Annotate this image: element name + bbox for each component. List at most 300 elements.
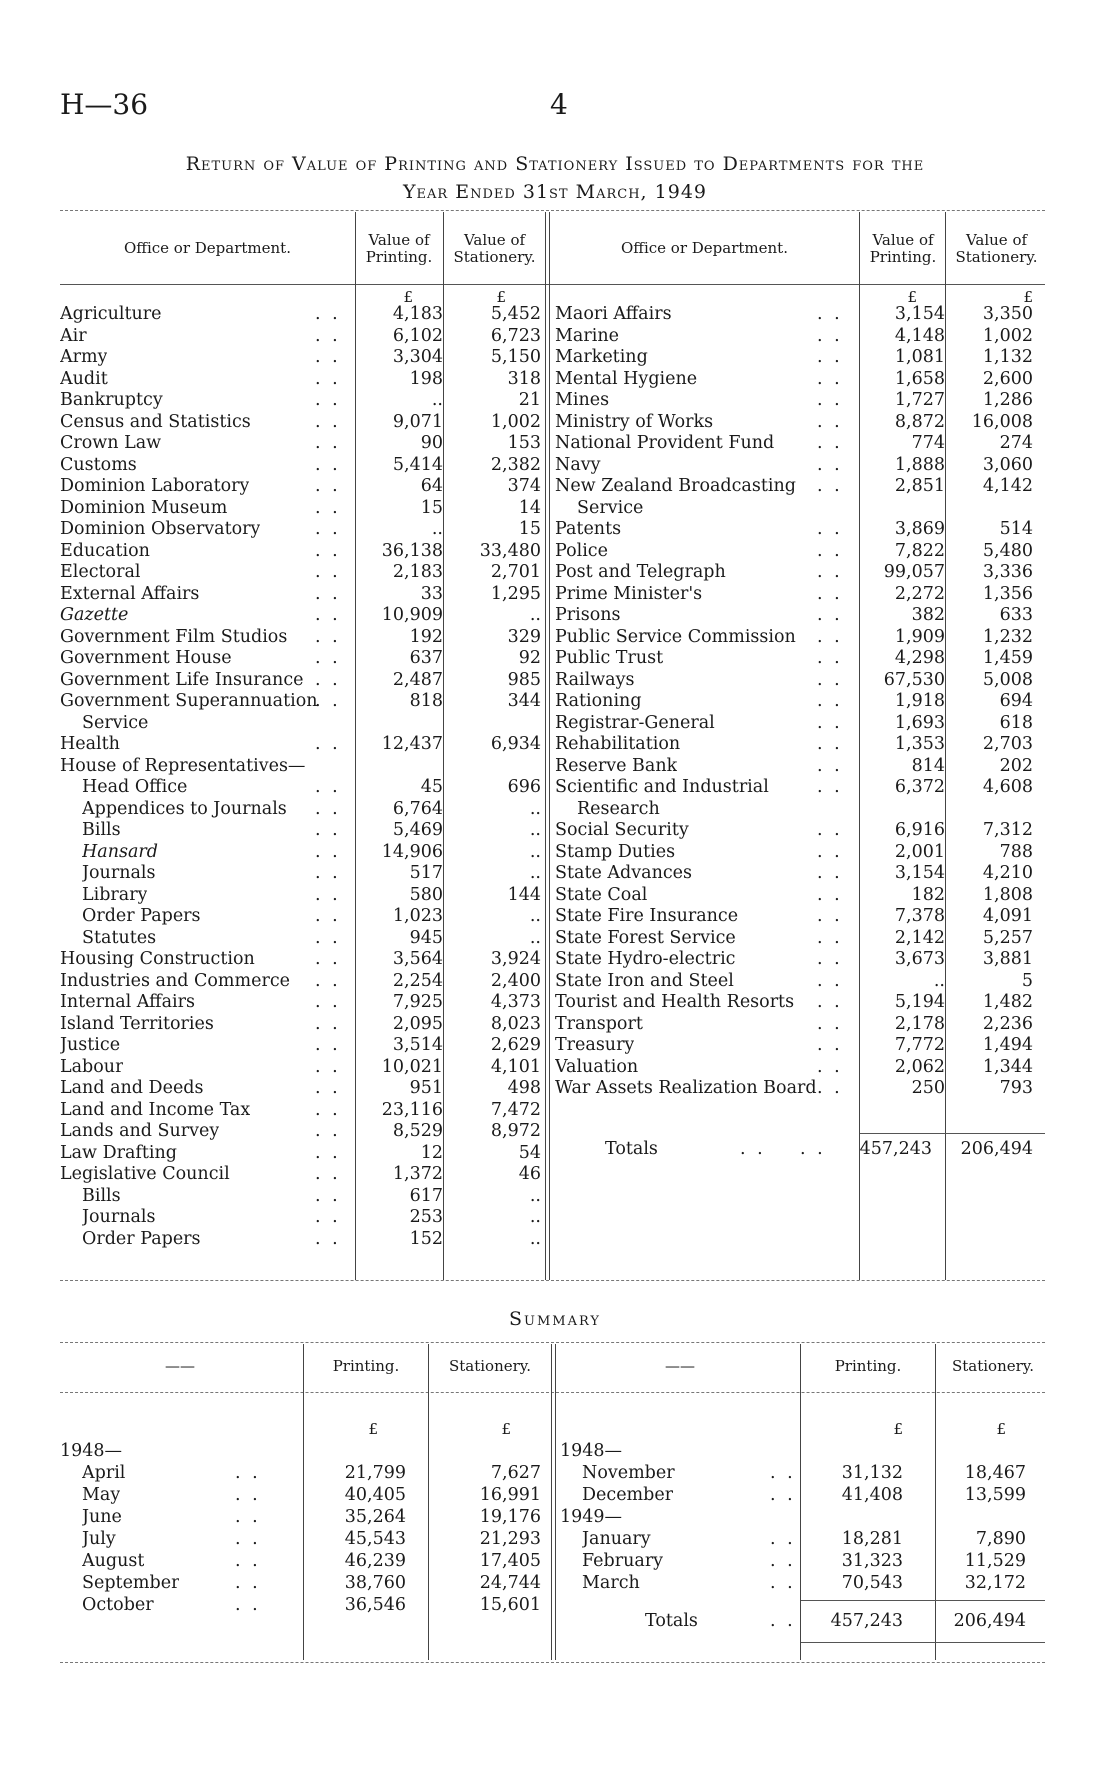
department-row-printing: 3,869 bbox=[894, 519, 945, 539]
department-row-printing: 6,102 bbox=[392, 325, 443, 346]
summary-row-printing: 31,132 bbox=[841, 1463, 903, 1483]
department-row-printing: 10,909 bbox=[381, 605, 443, 625]
department-row-printing: 1,353 bbox=[894, 734, 945, 754]
summary-col-printing-right: Printing. bbox=[834, 1357, 902, 1375]
department-row-stationery: 618 bbox=[999, 712, 1033, 733]
summary-row-name: January bbox=[582, 1529, 651, 1549]
leader-dots: . . bbox=[315, 1056, 341, 1077]
department-row bbox=[60, 647, 545, 669]
summary-totals-stationery: 206,494 bbox=[953, 1611, 1026, 1631]
department-row-printing: 7,822 bbox=[894, 540, 945, 561]
department-row-stationery: 2,236 bbox=[982, 1013, 1033, 1034]
leader-dots: . . bbox=[817, 1013, 843, 1034]
leader-dots: . . bbox=[235, 1573, 261, 1593]
department-row bbox=[555, 411, 1045, 433]
department-row-stationery: 2,382 bbox=[490, 454, 541, 475]
department-row bbox=[555, 346, 1045, 368]
leader-dots: . . bbox=[235, 1529, 261, 1549]
department-row-name: Journals bbox=[82, 1207, 156, 1227]
leader-dots: . . bbox=[315, 841, 341, 862]
department-row-name: Electoral bbox=[60, 562, 141, 582]
summary-row-name: May bbox=[82, 1485, 121, 1505]
department-row-printing: 1,727 bbox=[894, 390, 945, 410]
department-row-stationery: 5,008 bbox=[982, 669, 1033, 690]
leader-dots: . . bbox=[817, 304, 843, 324]
summary-row-printing: 35,264 bbox=[344, 1507, 406, 1527]
department-row-name: Treasury bbox=[555, 1035, 635, 1055]
totals-stationery: 206,494 bbox=[960, 1139, 1033, 1159]
department-row-printing: 1,023 bbox=[392, 906, 443, 926]
department-row bbox=[555, 733, 1045, 755]
leader-dots: . . bbox=[817, 583, 843, 604]
summary-col-printing-left: Printing. bbox=[332, 1357, 400, 1375]
department-row-printing: 2,487 bbox=[392, 669, 443, 690]
leader-dots: . . bbox=[235, 1463, 261, 1483]
department-row bbox=[60, 1077, 545, 1099]
department-row-stationery: 4,608 bbox=[982, 777, 1033, 797]
totals-row bbox=[555, 1138, 1045, 1160]
divider-center-2 bbox=[549, 212, 550, 1280]
leader-dots: . . bbox=[315, 648, 341, 668]
department-row-name: Justice bbox=[60, 1035, 121, 1055]
department-row-name: Industries and Commerce bbox=[60, 970, 290, 991]
department-row bbox=[555, 540, 1045, 562]
department-row-name: Police bbox=[555, 540, 608, 561]
department-row-stationery: 144 bbox=[507, 884, 541, 905]
summary-row-name: 1949— bbox=[560, 1507, 623, 1527]
leader-dots: . . bbox=[235, 1485, 261, 1505]
summary-totals-rule bbox=[801, 1600, 1045, 1601]
department-row bbox=[555, 647, 1045, 669]
leader-dots: . . bbox=[817, 325, 843, 346]
department-row bbox=[60, 346, 545, 368]
leader-dots: . . bbox=[315, 390, 341, 410]
department-row-stationery: 1,494 bbox=[982, 1035, 1033, 1055]
summary-row bbox=[60, 1594, 550, 1616]
department-row-printing: 382 bbox=[911, 605, 945, 625]
leader-dots: . . bbox=[315, 820, 341, 840]
col-office-right: Office or Department. bbox=[621, 239, 788, 257]
department-row-stationery: 1,132 bbox=[982, 347, 1033, 367]
leader-dots: . . bbox=[315, 454, 341, 475]
department-row-name: Mines bbox=[555, 390, 610, 410]
department-row-name: Government House bbox=[60, 648, 232, 668]
department-row bbox=[60, 1120, 545, 1142]
department-row-name: Prisons bbox=[555, 605, 621, 625]
summary-row-printing: 36,546 bbox=[344, 1595, 406, 1615]
department-row-name: Island Territories bbox=[60, 1013, 214, 1034]
department-row-printing: 5,194 bbox=[894, 992, 945, 1012]
leader-dots: . . bbox=[235, 1595, 261, 1615]
department-row-name: Service bbox=[577, 497, 644, 518]
pound-sign: £ bbox=[496, 288, 506, 306]
summary-row-name: November bbox=[582, 1463, 675, 1483]
department-row bbox=[60, 1185, 545, 1207]
department-row-stationery: 1,002 bbox=[490, 411, 541, 432]
summary-row-stationery: 15,601 bbox=[479, 1595, 541, 1615]
department-row-stationery: 21 bbox=[518, 390, 541, 410]
department-row-name: Education bbox=[60, 540, 150, 561]
leader-dots: . . bbox=[817, 927, 843, 948]
summary-row bbox=[560, 1572, 1045, 1594]
department-row-stationery: 3,060 bbox=[982, 454, 1033, 475]
department-row-printing: 33 bbox=[420, 583, 443, 604]
leader-dots: . . bbox=[817, 605, 843, 625]
department-row-printing: 774 bbox=[911, 433, 945, 453]
leader-dots: . . bbox=[315, 927, 341, 948]
department-row-name: Public Trust bbox=[555, 648, 664, 668]
table-top-rule bbox=[60, 210, 1045, 211]
department-row-printing: 12,437 bbox=[381, 734, 443, 754]
department-row-name: Scientific and Industrial bbox=[555, 777, 769, 797]
department-row-printing: 253 bbox=[409, 1207, 443, 1227]
summary-row-stationery: 16,991 bbox=[479, 1485, 541, 1505]
department-row-stationery: .. bbox=[529, 605, 541, 625]
leader-dots: . . bbox=[817, 347, 843, 367]
department-row-stationery: 694 bbox=[999, 691, 1033, 711]
department-row bbox=[60, 905, 545, 927]
leader-dots: . . bbox=[817, 712, 843, 733]
leader-dots: . . bbox=[817, 1078, 843, 1098]
summary-row-printing: 41,408 bbox=[841, 1485, 903, 1505]
department-row-stationery: 2,629 bbox=[490, 1035, 541, 1055]
summary-row-stationery: 7,890 bbox=[975, 1529, 1026, 1549]
department-row-printing: 580 bbox=[409, 884, 443, 905]
department-row-name: Lands and Survey bbox=[60, 1121, 220, 1141]
department-row-name: State Coal bbox=[555, 884, 648, 905]
department-row-name: Dominion Observatory bbox=[60, 519, 261, 539]
summary-row-name: February bbox=[582, 1551, 664, 1571]
department-row-stationery: .. bbox=[529, 1228, 541, 1249]
leader-dots: . . bbox=[315, 1142, 341, 1163]
col-printing-left: Value of Printing. bbox=[365, 231, 433, 266]
summary-row-name: July bbox=[82, 1529, 116, 1549]
department-row bbox=[555, 454, 1045, 476]
leader-dots: . . bbox=[817, 884, 843, 905]
department-row bbox=[60, 411, 545, 433]
department-row-name: Agriculture bbox=[60, 304, 162, 324]
department-row-printing: 2,183 bbox=[392, 562, 443, 582]
department-row-name: Law Drafting bbox=[60, 1142, 178, 1163]
department-row-name: Library bbox=[82, 884, 148, 905]
department-row-name: Gazette bbox=[60, 605, 129, 625]
department-row-name: Rehabilitation bbox=[555, 734, 681, 754]
department-row bbox=[555, 819, 1045, 841]
department-row-printing: 2,254 bbox=[392, 970, 443, 991]
department-row bbox=[555, 798, 1045, 820]
summary-totals-rule bbox=[801, 1642, 1045, 1643]
department-row bbox=[555, 475, 1045, 497]
department-row bbox=[60, 776, 545, 798]
department-row-printing: 7,378 bbox=[894, 906, 945, 926]
department-row-stationery: 6,723 bbox=[490, 325, 541, 346]
department-row-name: Bankruptcy bbox=[60, 390, 163, 410]
department-row-printing: 192 bbox=[409, 626, 443, 647]
leader-dots: . . bbox=[770, 1529, 796, 1549]
department-row bbox=[60, 798, 545, 820]
col-stationery-right: Value of Stationery. bbox=[955, 231, 1038, 266]
department-row-name: Air bbox=[60, 325, 87, 346]
department-row-stationery: 793 bbox=[999, 1078, 1033, 1098]
summary-totals-row bbox=[560, 1610, 1045, 1632]
leader-dots: . . bbox=[315, 691, 341, 711]
department-row-printing: 2,095 bbox=[392, 1013, 443, 1034]
department-row-name: Transport bbox=[555, 1013, 643, 1034]
department-row-printing: 15 bbox=[420, 497, 443, 518]
summary-dash: —— bbox=[165, 1357, 195, 1375]
department-row bbox=[60, 432, 545, 454]
department-row-printing: 36,138 bbox=[381, 540, 443, 561]
pound-sign: £ bbox=[907, 288, 917, 306]
summary-row bbox=[60, 1484, 550, 1506]
department-row bbox=[60, 389, 545, 411]
department-row-name: Stamp Duties bbox=[555, 841, 676, 862]
department-row bbox=[60, 690, 545, 712]
leader-dots: . . bbox=[770, 1463, 796, 1483]
department-row-printing: 12 bbox=[420, 1142, 443, 1163]
leader-dots: . . bbox=[315, 368, 341, 389]
leader-dots: . . bbox=[315, 992, 341, 1012]
department-row-name: Dominion Museum bbox=[60, 497, 228, 518]
department-row-printing: 2,272 bbox=[894, 583, 945, 604]
department-row-stationery: 16,008 bbox=[971, 411, 1033, 432]
department-row-stationery: 498 bbox=[507, 1078, 541, 1098]
pound-sign: £ bbox=[501, 1420, 511, 1438]
leader-dots: . . bbox=[315, 970, 341, 991]
department-row-stationery: 7,472 bbox=[490, 1099, 541, 1120]
summary-row bbox=[560, 1528, 1045, 1550]
leader-dots: . . bbox=[817, 540, 843, 561]
department-row-name: Post and Telegraph bbox=[555, 562, 726, 582]
leader-dots: . . bbox=[817, 1056, 843, 1077]
summary-row bbox=[560, 1550, 1045, 1572]
department-row-printing: 617 bbox=[409, 1185, 443, 1206]
department-row-stationery: 33,480 bbox=[479, 540, 541, 561]
department-row bbox=[60, 755, 545, 777]
department-row bbox=[555, 389, 1045, 411]
department-row-name: Government Superannuation bbox=[60, 691, 318, 711]
summary-row bbox=[60, 1572, 550, 1594]
department-row-stationery: 274 bbox=[999, 433, 1033, 453]
department-row-stationery: 1,232 bbox=[982, 626, 1033, 647]
summary-row-name: June bbox=[82, 1507, 122, 1527]
leader-dots: . . bbox=[315, 433, 341, 453]
department-row bbox=[555, 669, 1045, 691]
department-row-stationery: 14 bbox=[518, 497, 541, 518]
department-row-printing: 517 bbox=[409, 863, 443, 883]
summary-row-printing: 31,323 bbox=[841, 1551, 903, 1571]
department-row-stationery: 2,400 bbox=[490, 970, 541, 991]
department-row-name: National Provident Fund bbox=[555, 433, 775, 453]
department-row-stationery: 5,480 bbox=[982, 540, 1033, 561]
department-row-printing: 5,414 bbox=[392, 454, 443, 475]
department-row-stationery: 3,350 bbox=[982, 304, 1033, 324]
department-row-stationery: 8,972 bbox=[490, 1121, 541, 1141]
col-stationery-left: Value of Stationery. bbox=[453, 231, 536, 266]
department-row bbox=[555, 927, 1045, 949]
department-row bbox=[60, 1013, 545, 1035]
department-row bbox=[555, 325, 1045, 347]
summary-totals-printing: 457,243 bbox=[830, 1611, 903, 1631]
department-row-name: Journals bbox=[82, 863, 156, 883]
department-row-name: Audit bbox=[60, 368, 108, 389]
leader-dots: . . bbox=[315, 304, 341, 324]
summary-title: Summary bbox=[509, 1308, 601, 1330]
summary-totals-label: Totals bbox=[645, 1611, 698, 1631]
summary-row-printing: 21,799 bbox=[344, 1463, 406, 1483]
department-row-stationery: 374 bbox=[507, 476, 541, 496]
header-bottom-rule bbox=[60, 284, 1045, 285]
leader-dots: . . bbox=[315, 562, 341, 582]
department-row-name: Customs bbox=[60, 454, 137, 475]
department-row bbox=[60, 325, 545, 347]
summary-row-name: September bbox=[82, 1573, 180, 1593]
leader-dots: . . bbox=[770, 1573, 796, 1593]
summary-row-name: 1948— bbox=[60, 1441, 123, 1461]
summary-row-name: October bbox=[82, 1595, 154, 1615]
department-row-printing: 2,001 bbox=[894, 841, 945, 862]
department-row-name: State Hydro-electric bbox=[555, 949, 736, 969]
department-row bbox=[555, 561, 1045, 583]
department-row-name: Statutes bbox=[82, 927, 157, 948]
department-row-printing: 6,764 bbox=[392, 798, 443, 819]
department-row-stationery: 3,336 bbox=[982, 562, 1033, 582]
summary-row-name: April bbox=[82, 1463, 126, 1483]
summary-row-printing: 40,405 bbox=[344, 1485, 406, 1505]
department-row bbox=[60, 712, 545, 734]
department-row bbox=[60, 970, 545, 992]
department-row-printing: 4,298 bbox=[894, 648, 945, 668]
totals-rule bbox=[860, 1133, 1045, 1134]
leader-dots: . . bbox=[817, 1035, 843, 1055]
leader-dots: . . bbox=[817, 970, 843, 991]
department-row-name: Legislative Council bbox=[60, 1164, 230, 1184]
department-row bbox=[555, 583, 1045, 605]
department-row bbox=[555, 518, 1045, 540]
summary-row bbox=[560, 1462, 1045, 1484]
department-row-name: State Advances bbox=[555, 863, 692, 883]
leader-dots: . . bbox=[817, 433, 843, 453]
totals-printing: 457,243 bbox=[859, 1139, 932, 1159]
department-row-printing: 3,154 bbox=[894, 863, 945, 883]
department-row-printing: 3,304 bbox=[392, 347, 443, 367]
department-row-stationery: 2,600 bbox=[982, 368, 1033, 389]
summary-row-stationery: 21,293 bbox=[479, 1529, 541, 1549]
department-row-name: Mental Hygiene bbox=[555, 368, 698, 389]
department-row-printing: 2,851 bbox=[894, 476, 945, 496]
department-row-stationery: 788 bbox=[999, 841, 1033, 862]
department-row-stationery: .. bbox=[529, 798, 541, 819]
department-row bbox=[555, 712, 1045, 734]
department-row-stationery: 92 bbox=[518, 648, 541, 668]
department-row-printing: 818 bbox=[409, 691, 443, 711]
department-row bbox=[555, 626, 1045, 648]
department-row-stationery: 4,091 bbox=[982, 906, 1033, 926]
department-row-printing: 182 bbox=[911, 884, 945, 905]
department-row bbox=[60, 862, 545, 884]
summary-row-printing: 70,543 bbox=[841, 1573, 903, 1593]
department-row-stationery: 5 bbox=[1021, 970, 1033, 991]
department-row bbox=[555, 755, 1045, 777]
department-row-stationery: 4,101 bbox=[490, 1056, 541, 1077]
leader-dots: . . bbox=[315, 583, 341, 604]
department-row-name: State Iron and Steel bbox=[555, 970, 734, 991]
table-bottom-rule bbox=[60, 1280, 1045, 1281]
department-row bbox=[555, 1013, 1045, 1035]
department-row-stationery: 15 bbox=[518, 519, 541, 539]
department-row bbox=[555, 303, 1045, 325]
summary-row-stationery: 13,599 bbox=[964, 1485, 1026, 1505]
department-row-stationery: .. bbox=[529, 1207, 541, 1227]
leader-dots: . . bbox=[817, 562, 843, 582]
department-row-name: Order Papers bbox=[82, 1228, 201, 1249]
document-title bbox=[60, 150, 1050, 206]
leader-dots: . . bbox=[315, 325, 341, 346]
department-row-stationery: 8,023 bbox=[490, 1013, 541, 1034]
department-row-printing: 5,469 bbox=[392, 820, 443, 840]
department-row-printing: 8,529 bbox=[392, 1121, 443, 1141]
department-row-printing: 814 bbox=[911, 755, 945, 776]
leader-dots: . . bbox=[315, 411, 341, 432]
leader-dots: . . bbox=[817, 648, 843, 668]
summary-bottom-rule bbox=[60, 1662, 1045, 1663]
department-row-stationery: 6,934 bbox=[490, 734, 541, 754]
department-row-stationery: 985 bbox=[507, 669, 541, 690]
department-row-stationery: 696 bbox=[507, 777, 541, 797]
department-row-name: Maori Affairs bbox=[555, 304, 672, 324]
department-row bbox=[60, 1142, 545, 1164]
department-row bbox=[60, 1206, 545, 1228]
department-row-printing: 1,918 bbox=[894, 691, 945, 711]
department-row-stationery: 1,344 bbox=[982, 1056, 1033, 1077]
summary-row bbox=[560, 1440, 1045, 1462]
leader-dots: . . bbox=[817, 368, 843, 389]
department-row-name: Head Office bbox=[82, 777, 188, 797]
department-row-stationery: 3,924 bbox=[490, 949, 541, 969]
department-row-stationery: 1,295 bbox=[490, 583, 541, 604]
department-row bbox=[60, 991, 545, 1013]
leader-dots: . . bbox=[817, 411, 843, 432]
department-row-name: Valuation bbox=[555, 1056, 639, 1077]
leader-dots: . . bbox=[817, 626, 843, 647]
department-row-stationery: 54 bbox=[518, 1142, 541, 1163]
department-row-printing: 951 bbox=[409, 1078, 443, 1098]
department-row-stationery: 1,002 bbox=[982, 325, 1033, 346]
department-row-stationery: .. bbox=[529, 927, 541, 948]
leader-dots: . . bbox=[817, 841, 843, 862]
leader-dots: . . . . bbox=[740, 1139, 826, 1159]
summary-row-name: December bbox=[582, 1485, 674, 1505]
summary-row-printing: 45,543 bbox=[344, 1529, 406, 1549]
department-row-stationery: 153 bbox=[507, 433, 541, 453]
department-row bbox=[60, 819, 545, 841]
department-row-name: Social Security bbox=[555, 820, 689, 840]
leader-dots: . . bbox=[770, 1551, 796, 1571]
department-row-stationery: 7,312 bbox=[982, 820, 1033, 840]
department-row-name: External Affairs bbox=[60, 583, 200, 604]
department-row-name: State Fire Insurance bbox=[555, 906, 739, 926]
department-row-name: Crown Law bbox=[60, 433, 162, 453]
summary-col-stationery-left: Stationery. bbox=[448, 1357, 532, 1375]
department-row bbox=[555, 948, 1045, 970]
department-row-name: Marine bbox=[555, 325, 619, 346]
summary-row-printing: 18,281 bbox=[841, 1529, 903, 1549]
department-row-printing: 1,888 bbox=[894, 454, 945, 475]
department-row-stationery: 1,482 bbox=[982, 992, 1033, 1012]
department-row-stationery: 1,808 bbox=[982, 884, 1033, 905]
department-row bbox=[555, 991, 1045, 1013]
department-row bbox=[60, 1163, 545, 1185]
